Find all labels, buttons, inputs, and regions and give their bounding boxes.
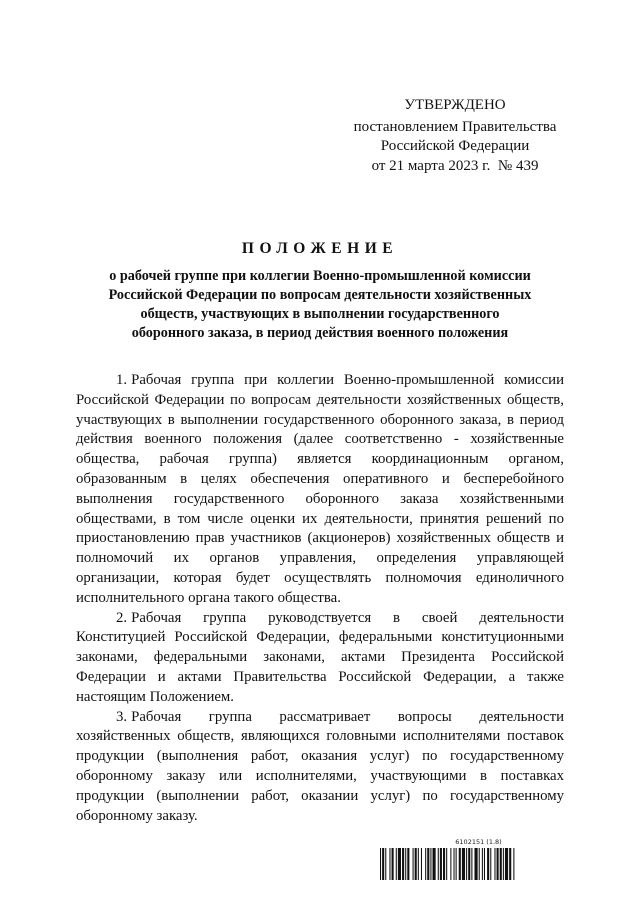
barcode-image (380, 848, 565, 880)
barcode-caption: 6102151 (1.8) (455, 838, 502, 846)
subtitle-line: обществ, участвующих в выполнении государственного (140, 306, 500, 322)
paragraph-text: Рабочая группа рассматривает вопросы деятельности хозяйственных обществ, являющихся головными исполнителями поставок продукции (выполнения работ, оказания услуг) по государственному оборонному заказу или исполнителями, участвующими в поставках продукции (выполнении работ, оказании услуг) по государственному оборонному заказу. (76, 708, 564, 824)
paragraph-number: 3. (116, 708, 128, 725)
document-subtitle (76, 267, 564, 343)
approval-block (330, 96, 580, 176)
paragraph-1 (76, 371, 564, 609)
approval-line: постановлением Правительства (353, 118, 557, 135)
paragraph-number: 1. (116, 372, 128, 388)
approval-line: Российской Федерации (380, 138, 530, 154)
subtitle-line: о рабочей группе при коллегии Военно-промышленной комиссии (109, 268, 531, 284)
paragraph-text: Рабочая группа руководствуется в своей деятельности Конституцией Российской Федерации, федеральными конституционными законами, федеральными законами, актами Президента Российской Федерации и актами Правительства Российской Федерации, а также настоящим Положением. (76, 609, 564, 705)
document-title: ПОЛОЖЕНИЕ (241, 240, 399, 257)
subtitle-line: оборонного заказа, в период действия военного положения (131, 325, 509, 341)
subtitle-line: Российской Федерации по вопросам деятельности хозяйственных (108, 287, 532, 303)
approval-heading: УТВЕРЖДЕНО (404, 97, 506, 113)
barcode-block (380, 838, 565, 880)
approval-date-number: от 21 марта 2023 г. № 439 (371, 157, 539, 174)
paragraph-2 (76, 609, 564, 708)
paragraph-text: Рабочая группа при коллегии Военно-промышленной комиссии Российской Федерации по вопросам деятельности хозяйственных обществ, участвующих в выполнении государственного оборонного заказа, в период действия военного положения (далее соответственно - хозяйственные общества, рабочая группа) является координационным органом, образованным в целях обеспечения оперативного и бесперебойного выполнения государственного оборонного заказа хозяйственными обществами, в том числе оценки их деятельности, принятия решений по приостановлению прав участников (акционеров) хозяйственных обществ и полномочий их органов управления, определения управляющей организации, которая будет осуществлять полномочия единоличного исполнительного органа такого общества. (76, 372, 564, 606)
document-body (76, 371, 564, 826)
paragraph-number: 2. (116, 609, 128, 626)
paragraph-3 (76, 708, 564, 827)
